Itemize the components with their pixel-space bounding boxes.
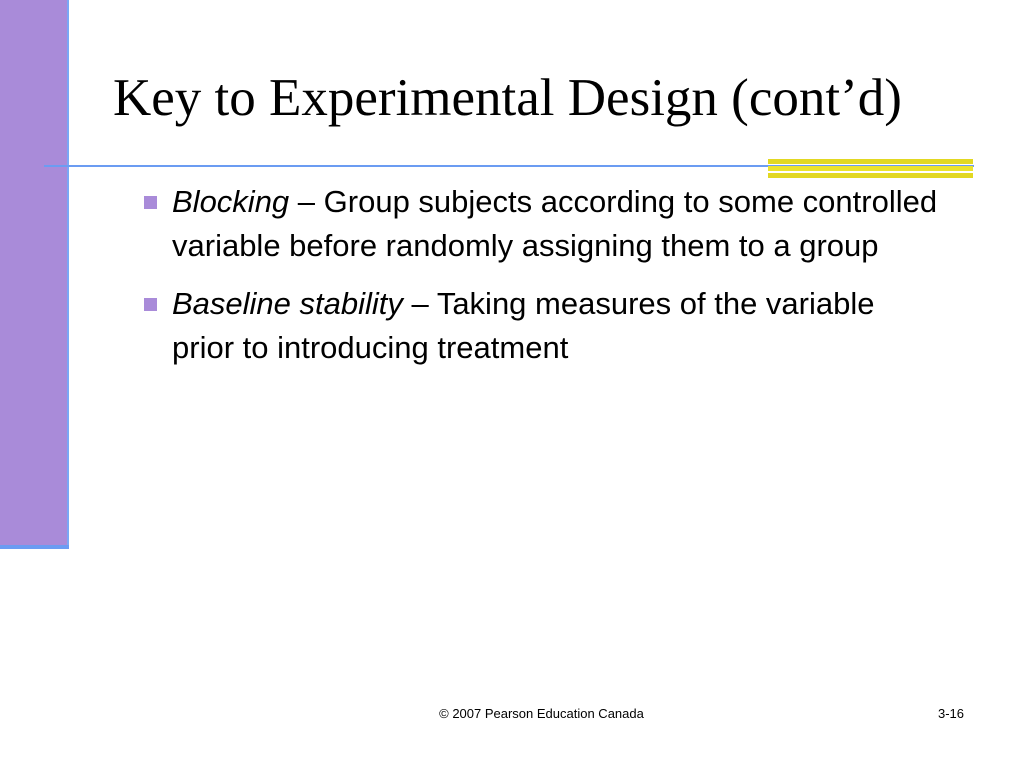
footer-page-number: 3-16 <box>937 706 964 721</box>
left-sidebar-band <box>0 0 67 545</box>
square-bullet-icon <box>144 196 157 209</box>
accent-stripe-2 <box>768 166 973 171</box>
bullet-list <box>140 180 940 384</box>
bullet-term: Baseline stability <box>172 286 403 321</box>
square-bullet-icon <box>144 298 157 311</box>
bullet-separator: – <box>289 184 324 219</box>
sidebar-bottom-rule <box>0 545 69 549</box>
slide-title: Key to Experimental Design (cont’d) <box>113 69 902 127</box>
accent-stripe-3 <box>768 173 973 178</box>
bullet-item-baseline-stability <box>140 282 940 370</box>
bullet-text: Taking measures of the variable prior to introducing treatment <box>172 286 875 365</box>
bullet-text: Group subjects according to some controlled variable before randomly assigning them to a group <box>172 184 938 263</box>
accent-stripes <box>768 159 973 178</box>
bullet-item-blocking <box>140 180 940 268</box>
bullet-separator: – <box>402 286 437 321</box>
footer-copyright: © 2007 Pearson Education Canada <box>439 706 644 721</box>
accent-stripe-1 <box>768 159 973 164</box>
sidebar-rule <box>67 0 69 549</box>
bullet-term: Blocking <box>172 184 290 219</box>
